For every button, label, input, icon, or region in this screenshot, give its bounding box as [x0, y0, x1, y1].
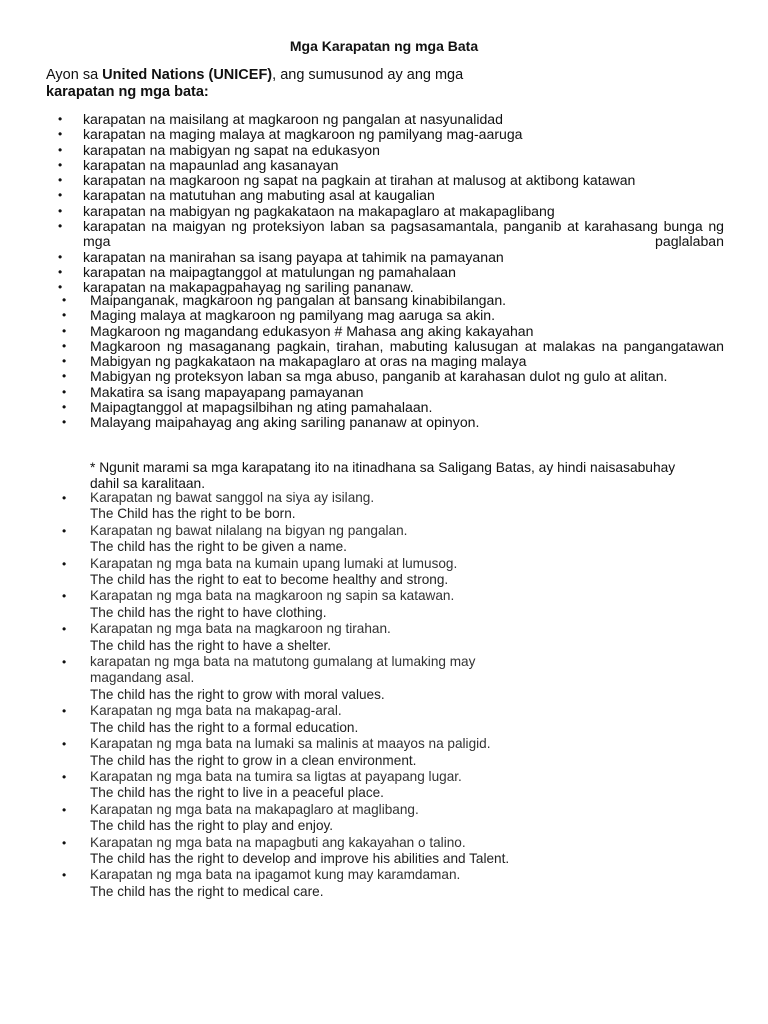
list-item [62, 523, 702, 556]
list-item-text: Maipanganak, magkaroon ng pangalan at bansang kinabibilangan. [90, 292, 507, 308]
item-english: The Child has the right to be born. [90, 506, 296, 522]
item-filipino: Karapatan ng mga bata na lumaki sa malinis at maayos na paligid. [90, 736, 491, 752]
bullet-icon: • [62, 769, 67, 784]
list-item [62, 369, 724, 384]
item-english: The child has the right to grow with moral values. [90, 686, 385, 702]
item-english: The child has the right to develop and improve his abilities and Talent. [90, 850, 510, 866]
list-item-text: karapatan na magkaroon ng sapat na pagkain at tirahan at malusog at aktibong katawan [83, 172, 636, 189]
item-filipino: Karapatan ng mga bata na kumain upang lumaki at lumusog. [90, 555, 458, 571]
list-item-text: Malayang maipahayag ang aking sariling pananaw at opinyon. [90, 414, 480, 431]
list-item [62, 354, 724, 369]
intro-pre: Ayon sa [46, 67, 103, 83]
item-filipino: Karapatan ng mga bata na ipagamot kung may karamdaman. [90, 867, 461, 883]
bullet-icon: • [58, 188, 63, 203]
bullet-icon: • [62, 868, 67, 883]
list-item [58, 127, 724, 142]
list-item-text: Magkaroon ng masaganang pagkain, tirahan, mabuting kalusugan at malakas na pangangatawan [90, 337, 724, 354]
item-filipino: Karapatan ng mga bata na makapaglaro at maglibang. [90, 801, 419, 817]
list-item [62, 490, 702, 523]
bullet-icon: • [62, 704, 67, 719]
page-title: Mga Karapatan ng mga Bata [289, 38, 479, 54]
list-item [58, 204, 724, 219]
list-item-text: karapatan na maipagtanggol at matulungan ng pamahalaan [83, 263, 456, 280]
bullet-icon: • [62, 556, 67, 571]
bullet-icon: • [58, 157, 63, 172]
rights-list-bilingual [62, 490, 702, 900]
bullet-icon: • [62, 655, 67, 670]
bullet-icon: • [62, 323, 67, 338]
list-item [58, 250, 724, 265]
list-item-text: karapatan na manirahan sa isang payapa at tahimik na pamayanan [83, 248, 504, 265]
rights-list-unicef [58, 112, 724, 296]
bullet-icon: • [62, 354, 67, 369]
intro-line2: karapatan ng mga bata: [46, 84, 209, 100]
list-item [62, 769, 702, 802]
bullet-icon: • [58, 219, 63, 234]
bullet-icon: • [62, 589, 67, 604]
item-filipino: Karapatan ng mga bata na magkaroon ng sapin sa katawan. [90, 588, 455, 604]
list-item-text: karapatan na makapagpahayag ng sariling pananaw. [83, 279, 414, 296]
item-filipino: karapatan ng mga bata na matutong gumalang at lumaking may magandang asal. [90, 654, 476, 686]
list-item-text: karapatan na mabigyan ng pagkakataon na makapaglaro at makapaglibang [83, 202, 555, 219]
list-item [62, 400, 724, 415]
bullet-icon: • [62, 835, 67, 850]
bullet-icon: • [58, 249, 63, 264]
item-english: The child has the right to be given a name. [90, 539, 347, 555]
bullet-icon: • [62, 415, 67, 430]
item-filipino: Karapatan ng bawat sanggol na siya ay isilang. [90, 490, 375, 505]
list-item [62, 703, 702, 736]
list-item-text: karapatan na maging malaya at magkaroon ng pamilyang mag-aaruga [83, 126, 523, 143]
list-item [62, 621, 702, 654]
list-item-text: karapatan na matutuhan ang mabuting asal at kaugalian [83, 187, 435, 204]
list-item [62, 339, 724, 354]
item-filipino: Karapatan ng mga bata na magkaroon ng tirahan. [90, 621, 391, 637]
bullet-icon: • [62, 802, 67, 817]
list-item [62, 324, 724, 339]
note-paragraph: * Ngunit marami sa mga karapatang ito na itinadhana sa Saligang Batas, ay hindi naisasabuhay dahil sa karalitaan. [90, 460, 676, 491]
item-english: The child has the right to play and enjoy. [90, 818, 334, 834]
list-item [58, 188, 724, 203]
list-item-text: karapatan na maigyan ng proteksiyon laban sa pagsasamantala, panganib at karahasang bunga ng mga paglalaban [83, 218, 724, 250]
list-item [58, 158, 724, 173]
bullet-icon: • [62, 308, 67, 323]
bullet-icon: • [62, 293, 67, 307]
list-item [62, 415, 724, 430]
item-english: The child has the right to grow in a clean environment. [90, 752, 417, 768]
bullet-icon: • [62, 338, 67, 353]
bullet-icon: • [58, 112, 63, 126]
list-item [62, 802, 702, 835]
item-english: The child has the right to have clothing. [90, 604, 327, 620]
list-item [62, 308, 724, 323]
list-item [58, 143, 724, 158]
intro-post: , ang sumusunod ay ang mga [272, 67, 464, 83]
list-item [62, 654, 702, 703]
item-filipino: Karapatan ng mga bata na makapag-aral. [90, 703, 342, 719]
list-item [62, 835, 702, 868]
item-english: The child has the right to have a shelter. [90, 637, 332, 653]
bullet-icon: • [58, 173, 63, 188]
bullet-icon: • [62, 523, 67, 538]
bullet-icon: • [62, 400, 67, 415]
item-filipino: Karapatan ng bawat nilalang na bigyan ng pangalan. [90, 522, 408, 538]
item-english: The child has the right to medical care. [90, 883, 324, 899]
list-item-text: Mabigyan ng proteksyon laban sa mga abuso, panganib at karahasan dulot ng gulo at alitan. [90, 368, 668, 385]
intro-org: United Nations (UNICEF) [102, 67, 273, 83]
list-item [62, 588, 702, 621]
rights-list-personal [62, 293, 724, 431]
list-item-text: karapatan na maisilang at magkaroon ng pangalan at nasyunalidad [83, 111, 503, 127]
list-item [62, 867, 702, 900]
bullet-icon: • [58, 203, 63, 218]
list-item [62, 293, 724, 308]
intro-paragraph [46, 67, 726, 101]
list-item [62, 556, 702, 589]
bullet-icon: • [62, 384, 67, 399]
bullet-icon: • [62, 737, 67, 752]
bullet-icon: • [62, 369, 67, 384]
list-item-text: Maging malaya at magkaroon ng pamilyang mag aaruga sa akin. [90, 307, 496, 324]
bullet-icon: • [58, 264, 63, 279]
list-item [62, 385, 724, 400]
item-english: The child has the right to live in a peaceful place. [90, 785, 384, 801]
item-filipino: Karapatan ng mga bata na tumira sa ligtas at payapang lugar. [90, 768, 462, 784]
list-item-text: karapatan na mapaunlad ang kasanayan [83, 156, 339, 173]
list-item-text: Makatira sa isang mapayapang pamayanan [90, 383, 364, 400]
list-item [62, 736, 702, 769]
bullet-icon: • [58, 142, 63, 157]
list-item [58, 112, 724, 127]
item-english: The child has the right to a formal education. [90, 719, 359, 735]
bullet-icon: • [62, 491, 67, 505]
list-item [58, 219, 724, 250]
item-filipino: Karapatan ng mga bata na mapagbuti ang kakayahan o talino. [90, 834, 466, 850]
list-item-text: Maipagtanggol at mapagsilbihan ng ating pamahalaan. [90, 399, 433, 416]
list-item-text: Mabigyan ng pagkakataon na makapaglaro at oras na maging malaya [90, 353, 527, 370]
list-item-text: Magkaroon ng magandang edukasyon # Mahasa ang aking kakayahan [90, 322, 534, 339]
bullet-icon: • [58, 127, 63, 142]
list-item [58, 265, 724, 280]
list-item-text: karapatan na mabigyan ng sapat na edukasyon [83, 141, 380, 158]
bullet-icon: • [58, 280, 63, 295]
bullet-icon: • [62, 622, 67, 637]
list-item [58, 173, 724, 188]
item-english: The child has the right to eat to become healthy and strong. [90, 572, 449, 588]
